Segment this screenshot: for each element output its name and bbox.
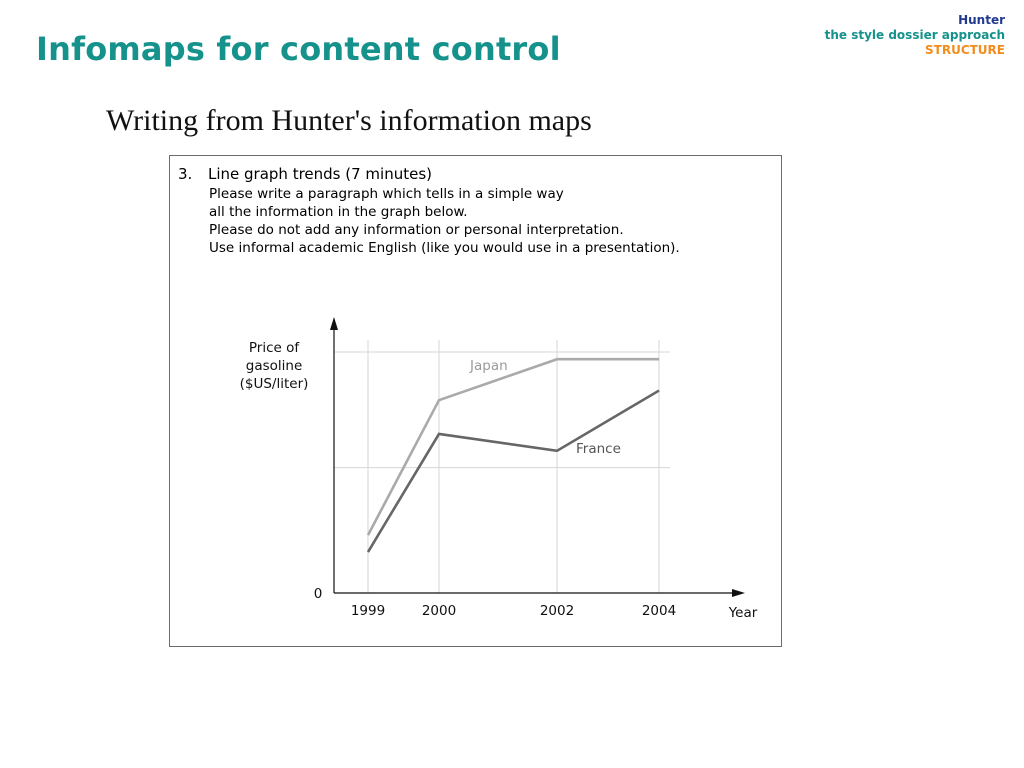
y-origin-label: 0 [313, 586, 323, 602]
y-axis-label-line: ($US/liter) [239, 376, 309, 392]
slide-title: Infomaps for content control [36, 30, 561, 68]
x-tick-label: 2000 [421, 603, 457, 619]
task-number: 3. [178, 165, 193, 183]
axis-layer [330, 317, 745, 597]
series-label-japan: Japan [470, 358, 508, 374]
slide-subtitle: Writing from Hunter's information maps [106, 104, 592, 137]
task-panel [169, 155, 782, 647]
brand-tagline: the style dossier approach [824, 28, 1005, 42]
y-axis-label-line: gasoline [245, 358, 303, 374]
task-title: Line graph trends (7 minutes) [208, 165, 432, 183]
instruction-line: Use informal academic English (like you would use in a presentation). [209, 240, 680, 256]
x-axis-label: Year [728, 605, 758, 621]
series-line-france [368, 391, 659, 552]
instruction-line: all the information in the graph below. [209, 204, 468, 220]
brand-block [825, 13, 1005, 58]
line-chart [170, 156, 781, 646]
x-tick-label: 1999 [350, 603, 386, 619]
brand-name: Hunter [958, 13, 1005, 27]
x-axis-arrowhead [732, 589, 745, 597]
series-label-france: France [576, 441, 621, 457]
instruction-line: Please write a paragraph which tells in a simple way [209, 186, 564, 202]
brand-section: STRUCTURE [925, 43, 1005, 57]
label-layer [240, 340, 758, 621]
x-tick-label: 2004 [641, 603, 677, 619]
instruction-line: Please do not add any information or personal interpretation. [209, 222, 624, 238]
y-axis-label-line: Price of [248, 340, 300, 356]
x-tick-label: 2002 [539, 603, 575, 619]
y-axis-arrowhead [330, 317, 338, 330]
